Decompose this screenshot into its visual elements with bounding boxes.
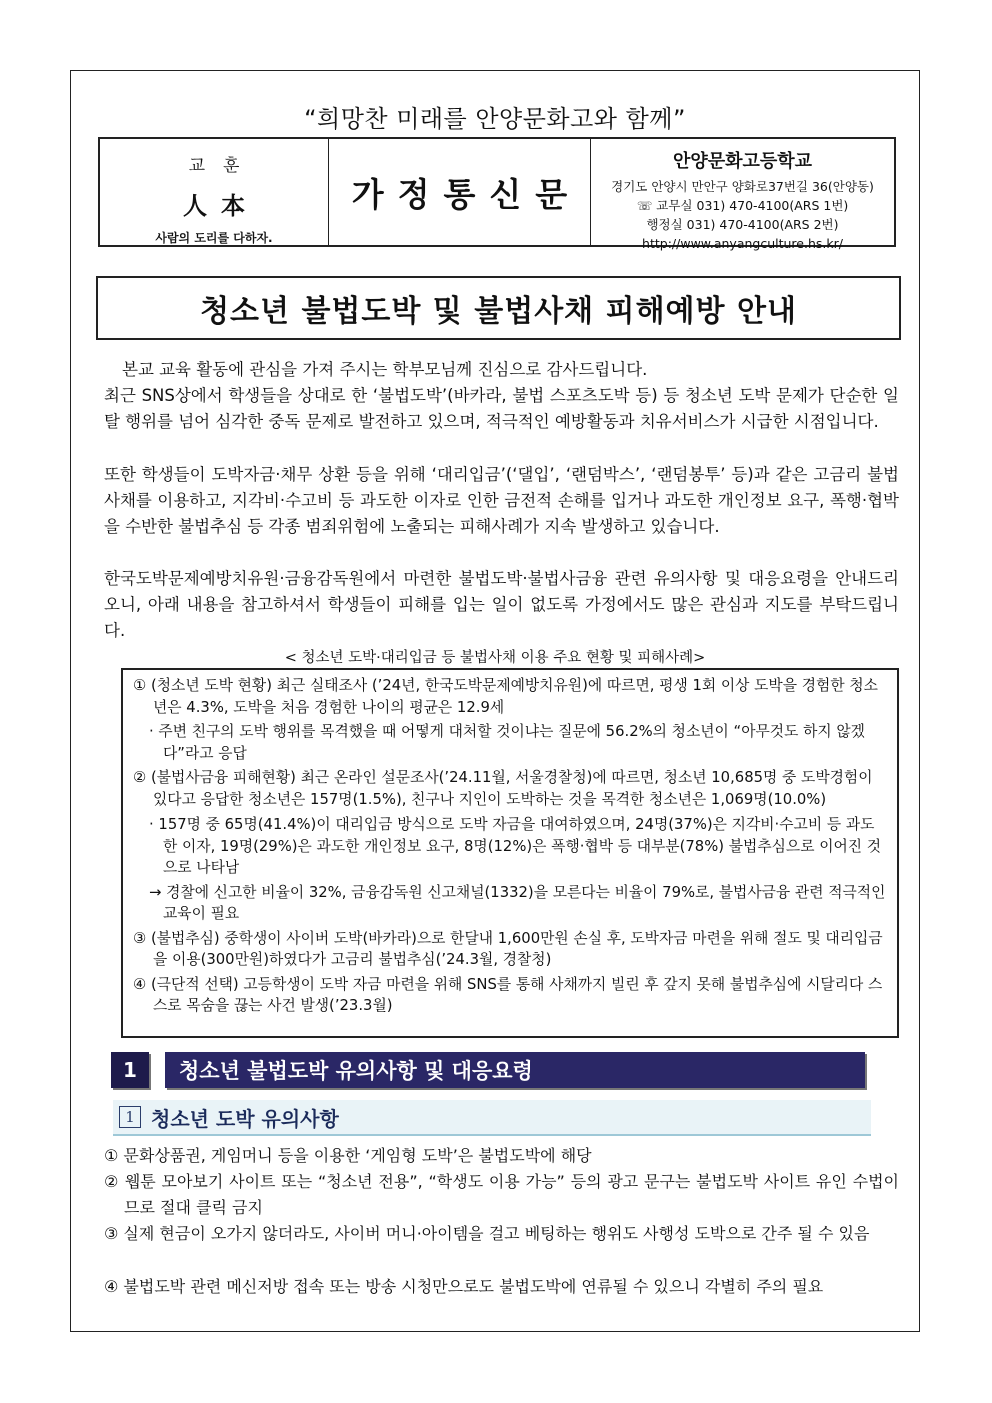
case-item-1-sub: · 주변 친구의 도박 행위를 목격했을 때 어떻게 대처할 것이냐는 질문에 56.2%의 청소년이 “아무것도 하지 않겠다”라고 응답 [149, 723, 865, 762]
intro-paragraph-2: 최근 SNS상에서 학생들을 상대로 한 ‘불법도박’(바카라, 불법 스포츠도박 등) 등 청소년 도박 문제가 단순한 일탈 행위를 넘어 심각한 중독 문제로 발전하고 있으며, 적극적인 예방활동과 치유서비스가 시급한 시점입니다. [104, 386, 899, 431]
school-phone-admin: 행정실 031) 470-4100(ARS 2번) [646, 217, 839, 232]
intro-paragraph-3: 또한 학생들이 도박자금·채무 상환 등을 위해 ‘대리입금’(‘댈입’, ‘랜덤박스’, ‘랜덤봉투’ 등)과 같은 고금리 불법사채를 이용하고, 지각비·수고비 등 과도한 이자로 인한 금전적 손해를 입거나 과도한 개인정보 요구, 폭행·협박을 수반한 불법추심 등 각종 범죄위험에 노출되는 피해사례가 지속 발생하고 있습니다. [104, 465, 899, 536]
section-1-header [111, 1052, 865, 1088]
subsection-1-title: 청소년 도박 유의사항 [151, 1106, 339, 1131]
newsletter-title-cell [329, 139, 591, 245]
header-table [98, 137, 896, 251]
intro-paragraph-4: 한국도박문제예방치유원·금융감독원에서 마련한 불법도박·불법사금융 관련 유의사항 및 대응요령을 안내드리오니, 아래 내용을 참고하셔서 학생들이 피해를 입는 일이 없도록 가정에서도 많은 관심과 지도를 부탁드립니다. [104, 569, 899, 640]
case-item-4: ④ (극단적 선택) 고등학생이 도박 자금 마련을 위해 SNS를 통해 사채까지 빌린 후 갚지 못해 불법추심에 시달리다 스스로 목숨을 끊는 사건 발생(’23.3월) [133, 975, 883, 1014]
case-box [121, 668, 899, 1038]
school-address: 경기도 안양시 만안구 양화로37번길 36(안양동) [611, 179, 874, 194]
gyohun-subtitle: 사람의 도리를 다하자. [155, 231, 273, 245]
case-item-3: ③ (불법추심) 중학생이 사이버 도박(바카라)으로 한달내 1,600만원 손실 후, 도박자금 마련을 위해 절도 및 대리입금을 이용(300만원)하였다가 고금리 불법추심(’24.3월, 경찰청) [133, 929, 883, 968]
tip-item-2: ② 웹툰 모아보기 사이트 또는 “청소년 전용”, “학생도 이용 가능” 등의 광고 문구는 불법도박 사이트 유인 수법이므로 절대 클릭 금지 [104, 1172, 899, 1217]
school-website-link[interactable]: http://www.anyangculture.hs.kr/ [642, 236, 843, 251]
section-1-title: 청소년 불법도박 유의사항 및 대응요령 [165, 1052, 865, 1088]
tip-item-1: ① 문화상품권, 게임머니 등을 이용한 ‘게임형 도박’은 불법도박에 해당 [104, 1146, 592, 1165]
case-item-2-sub-1: · 157명 중 65명(41.4%)이 대리입금 방식으로 도박 자금을 대여하였으며, 24명(37%)은 지각비·수고비 등 과도한 이자, 19명(29%)은 과도한 개인정보 요구, 8명(12%)은 폭행·협박 등 대부분(78%) 불법추심으로 이어진 것으로 나타남 [149, 816, 882, 876]
case-item-1: ① (청소년 도박 현황) 최근 실태조사 (’24년, 한국도박문제예방치유원)에 따르면, 평생 1회 이상 도박을 경험한 청소년은 4.3%, 도박을 처음 경험한 나이의 평균은 12.9세 [133, 677, 878, 716]
newsletter-title: 가정통신문 [351, 174, 582, 214]
intro-paragraph-1: 본교 교육 활동에 관심을 가져 주시는 학부모님께 진심으로 감사드립니다. [122, 360, 648, 379]
page-frame [70, 70, 920, 1332]
gyohun-label: 교훈 [188, 156, 258, 176]
school-motto-cell [100, 139, 329, 245]
school-info-cell [591, 139, 894, 251]
case-item-2-sub-2: → 경찰에 신고한 비율이 32%, 금융감독원 신고채널(1332)을 모른다는 비율이 79%로, 불법사금융 관련 적극적인 교육이 필요 [149, 883, 886, 922]
school-motto: “희망찬 미래를 안양문화고와 함께” [304, 105, 686, 133]
case-table-caption: < 청소년 도박·대리입금 등 불법사채 이용 주요 현황 및 피해사례> [284, 650, 706, 666]
page-title: 청소년 불법도박 및 불법사채 피해예방 안내 [200, 294, 797, 329]
tip-item-4: ④ 불법도박 관련 메신저방 접속 또는 방송 시청만으로도 불법도박에 연류될 수 있으니 각별히 주의 필요 [104, 1277, 824, 1296]
school-phone-office: ☏ 교무실 031) 470-4100(ARS 1번) [636, 198, 849, 213]
subsection-1-header [113, 1100, 871, 1136]
gyohun-value: 人本 [183, 191, 259, 220]
case-item-2: ② (불법사금융 피해현황) 최근 온라인 설문조사(’24.11월, 서울경찰청)에 따르면, 청소년 10,685명 중 도박경험이 있다고 응답한 청소년은 157명(1.5%), 친구나 지인이 도박하는 것을 목격한 청소년은 1,069명(10.0%) [133, 769, 873, 808]
school-name: 안양문화고등학교 [672, 151, 813, 172]
subsection-1-number: 1 [119, 1106, 141, 1128]
main-title-box [96, 276, 901, 340]
section-1-number: 1 [111, 1052, 149, 1088]
tip-item-3: ③ 실제 현금이 오가지 않더라도, 사이버 머니·아이템을 걸고 베팅하는 행위도 사행성 도박으로 간주 될 수 있음 [104, 1224, 870, 1243]
